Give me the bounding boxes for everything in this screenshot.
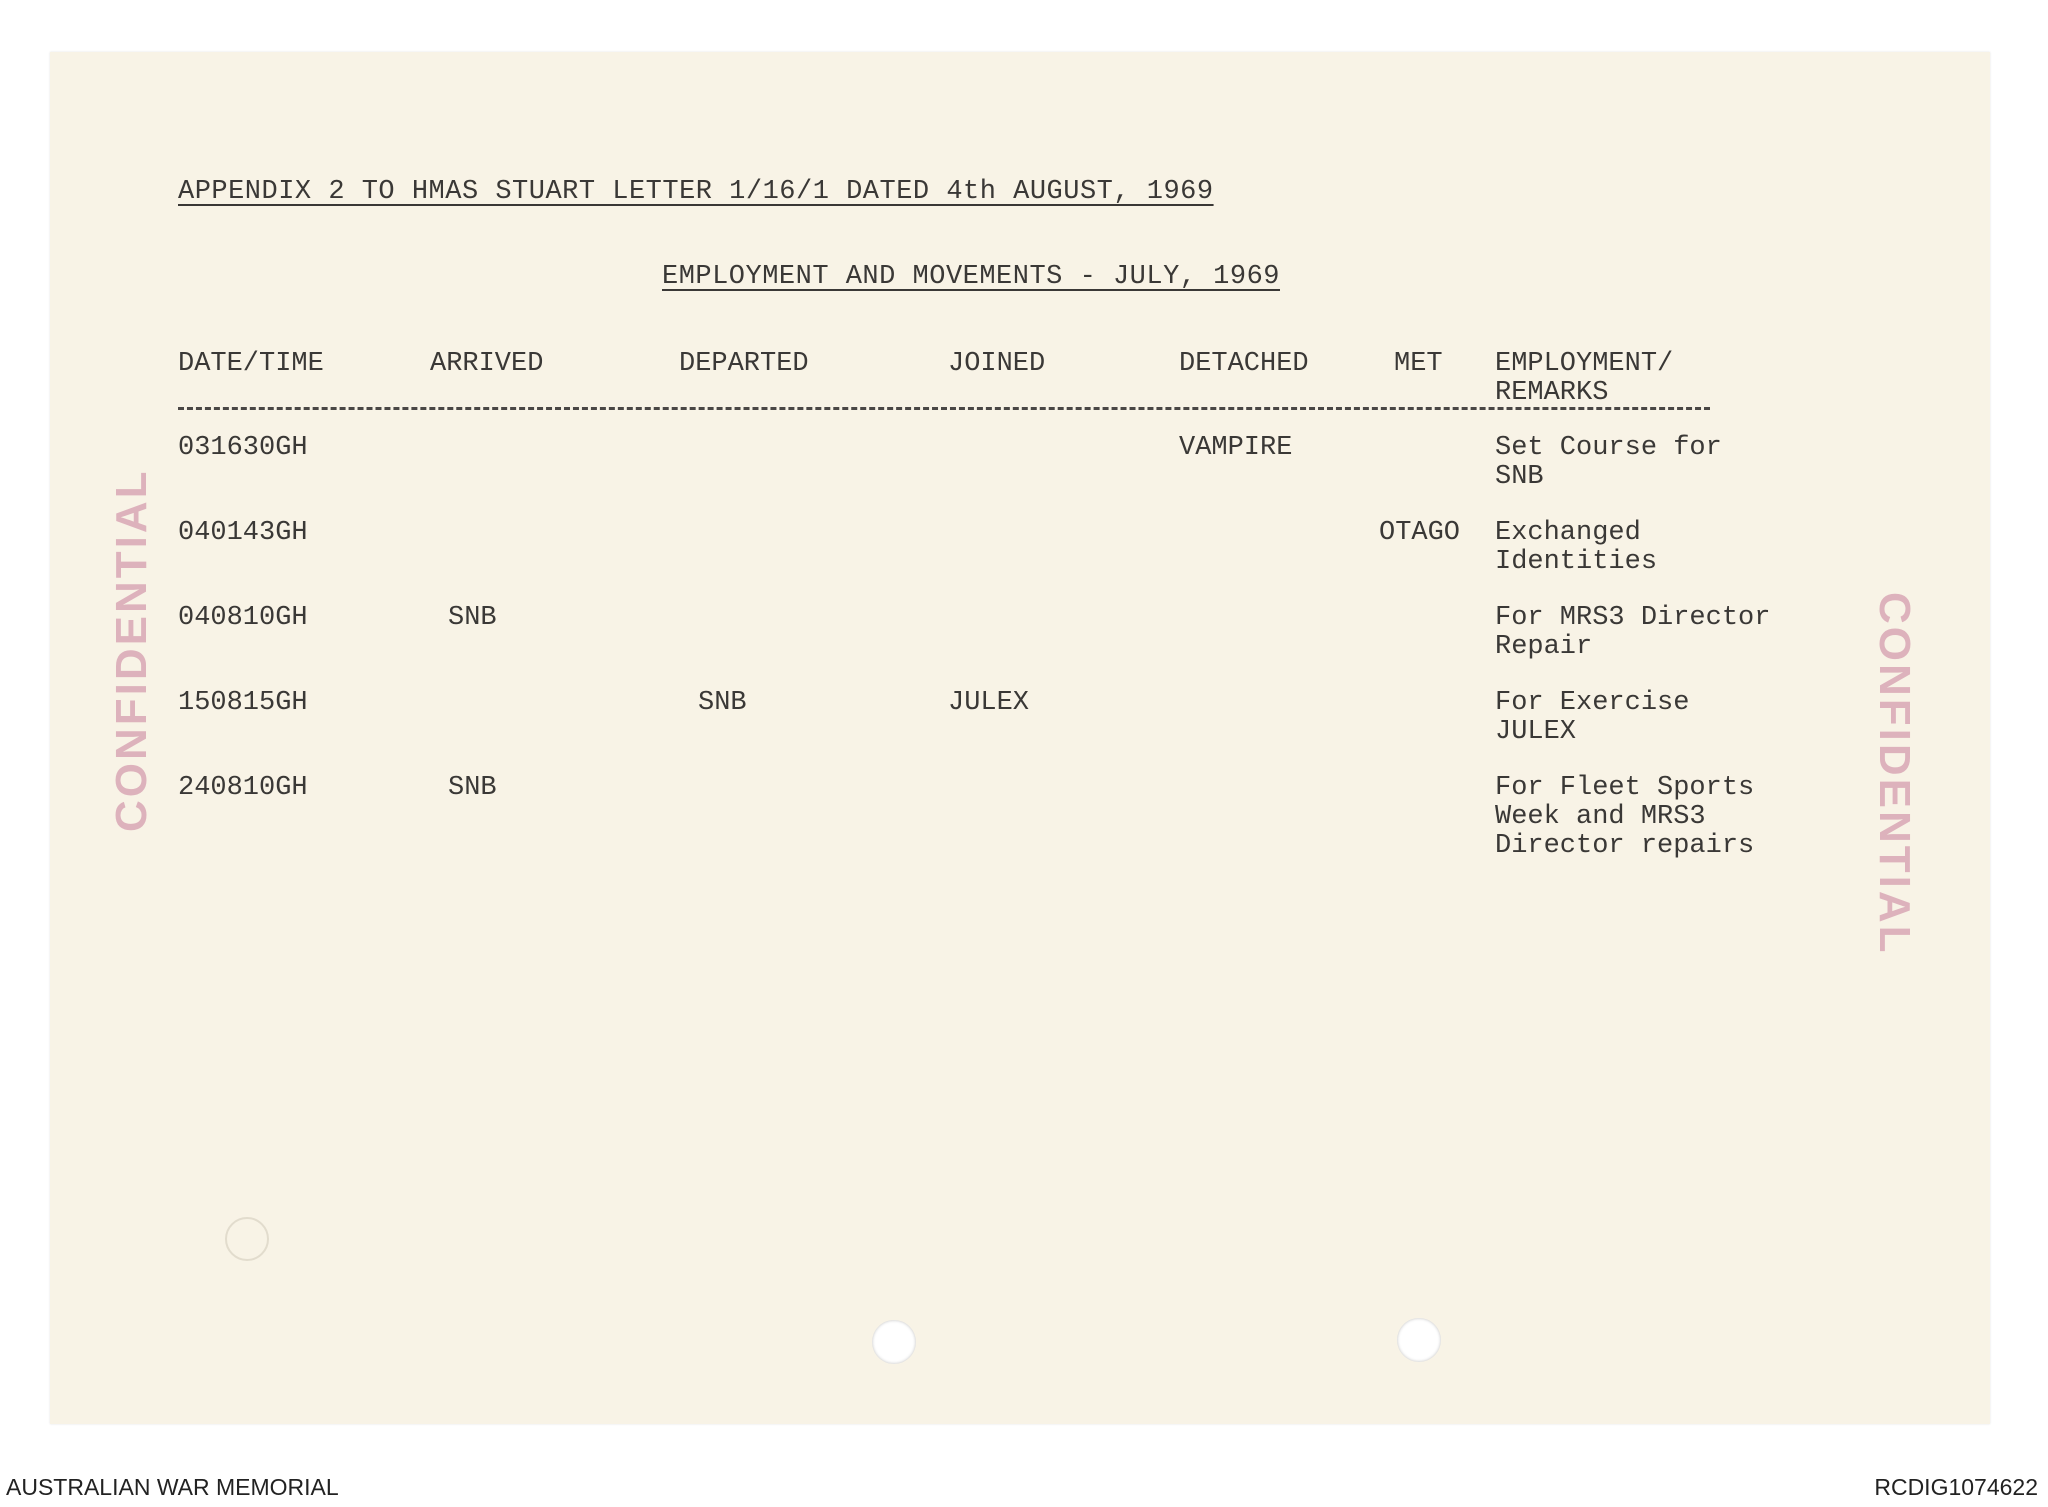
column-header-met: MET [1394,349,1443,379]
row-5-arrived: SNB [448,773,497,803]
column-header-datetime: DATE/TIME [178,349,324,379]
row-3-arrived: SNB [448,603,497,633]
row-5-remarks: For Fleet Sports Week and MRS3 Director repairs [1495,773,1755,861]
column-header-departed: DEPARTED [679,349,809,379]
column-header-arrived: ARRIVED [430,349,544,379]
row-1-datetime: 031630GH [178,433,308,463]
header-rule [178,407,1710,410]
column-header-remarks: EMPLOYMENT/ REMARKS [1495,349,1674,408]
paper-crease-mark [225,1217,269,1261]
column-header-detached: DETACHED [1179,349,1309,379]
punch-hole-right [1397,1318,1441,1362]
row-1-detached: VAMPIRE [1179,433,1293,463]
confidential-stamp-right: CONFIDENTIAL [1870,592,1919,956]
row-3-remarks: For MRS3 Director Repair [1495,603,1771,662]
row-2-datetime: 040143GH [178,518,308,548]
footer-left-text: AUSTRALIAN WAR MEMORIAL [6,1474,339,1500]
punch-hole-left [872,1320,916,1364]
column-header-joined: JOINED [948,349,1046,379]
row-4-datetime: 150815GH [178,688,308,718]
row-4-remarks: For Exercise JULEX [1495,688,1690,747]
document-page [50,52,1990,1424]
row-3-datetime: 040810GH [178,603,308,633]
footer-right-text: RCDIG1074622 [1874,1474,2038,1500]
row-2-met: OTAGO [1379,518,1461,548]
row-1-remarks: Set Course for SNB [1495,433,1722,492]
row-4-joined: JULEX [948,688,1030,718]
row-5-datetime: 240810GH [178,773,308,803]
row-4-departed: SNB [698,688,747,718]
document-title: EMPLOYMENT AND MOVEMENTS - JULY, 1969 [662,262,1280,292]
row-2-remarks: Exchanged Identities [1495,518,1658,577]
appendix-heading: APPENDIX 2 TO HMAS STUART LETTER 1/16/1 DATED 4th AUGUST, 1969 [178,177,1214,207]
confidential-stamp-left: CONFIDENTIAL [107,468,156,832]
